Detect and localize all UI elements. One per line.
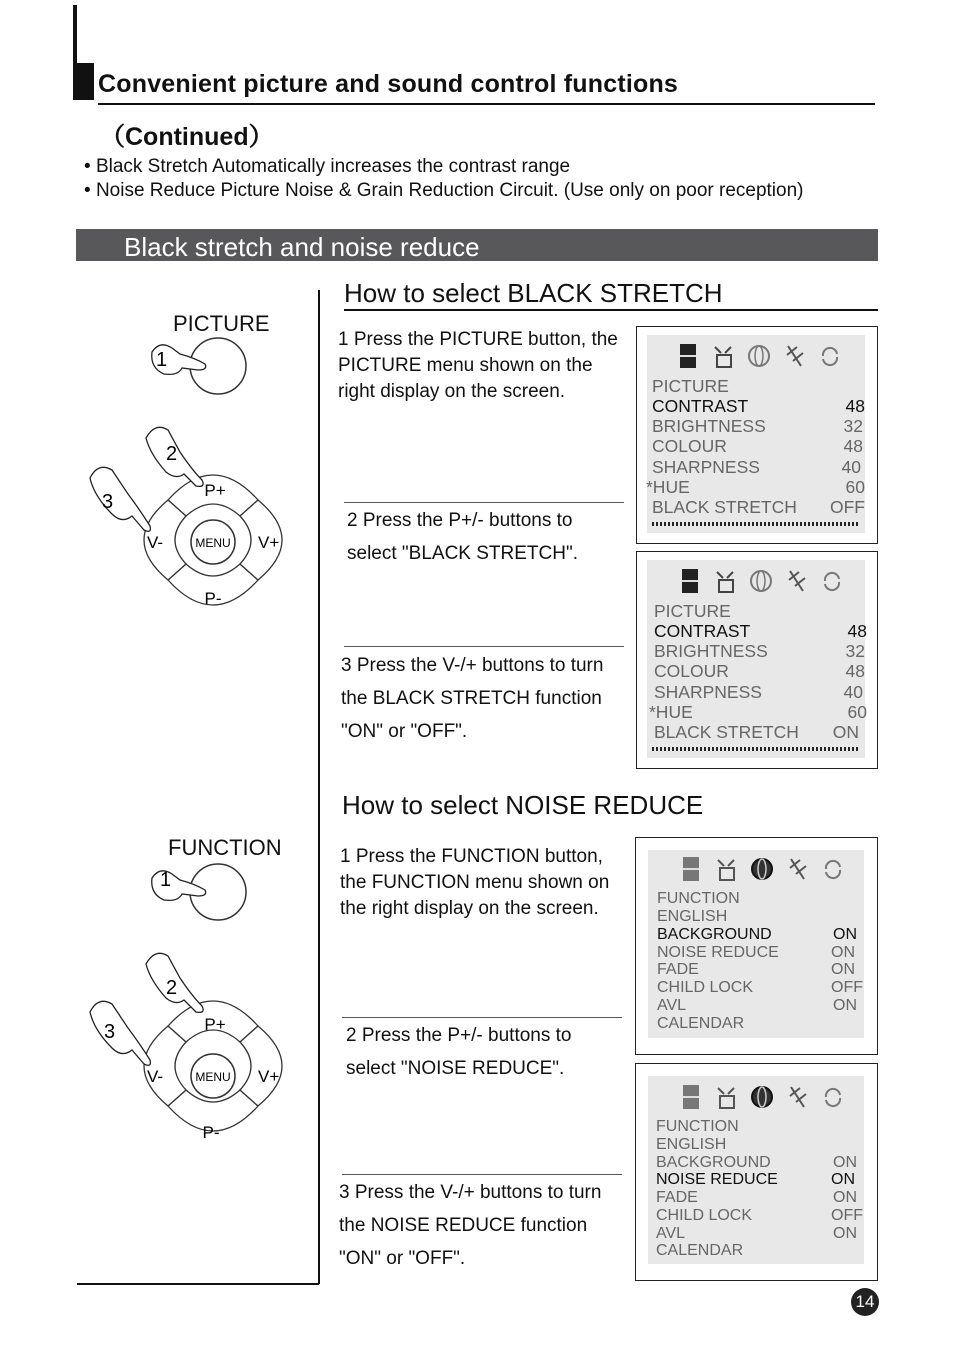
menu-row-label: NOISE REDUCE xyxy=(656,1171,778,1188)
menu-row-label: AVL xyxy=(657,997,687,1014)
menu-row-value: 60 xyxy=(847,702,867,722)
menu-row-value: ON xyxy=(833,997,857,1014)
hand-pointer-icon xyxy=(90,467,150,531)
menu-row-value: ON xyxy=(833,926,857,943)
function-menu-screen-2 xyxy=(635,1063,878,1281)
heading-rule xyxy=(344,309,878,311)
step-divider xyxy=(344,646,624,647)
globe-icon xyxy=(750,1082,774,1112)
menu-row-label: CALENDAR xyxy=(657,1015,745,1032)
remote-diagram-function xyxy=(80,856,310,1156)
bullet-text: Black Stretch Automatically increases the contrast range xyxy=(95,156,571,177)
menu-row-value: ON xyxy=(833,1154,857,1171)
sound-icon xyxy=(713,566,737,596)
sound-icon xyxy=(714,1082,738,1112)
menu-row-value: 32 xyxy=(843,416,863,436)
picture-button-label: PICTURE xyxy=(173,311,270,336)
bullet-text: Noise Reduce Picture Noise & Grain Reduction Circuit. (Use only on poor reception) xyxy=(95,180,804,201)
heading-black-stretch: How to select BLACK STRETCH xyxy=(344,278,723,308)
nr-step-2: 2 Press the P+/- buttons to select "NOISE REDUCE". xyxy=(346,1025,572,1079)
v-minus-label: V- xyxy=(147,533,164,552)
menu-row-label: BACKGROUND xyxy=(657,926,772,943)
callout-2: 2 xyxy=(166,443,178,465)
menu-row-value: ON xyxy=(833,1189,857,1206)
satellite-icon xyxy=(785,566,809,596)
menu-language: ENGLISH xyxy=(657,908,728,925)
header-block xyxy=(73,63,94,100)
menu-row-value: 48 xyxy=(845,396,865,416)
menu-title: PICTURE xyxy=(654,601,731,621)
bullet-black-stretch: • Black Stretch Automatically increases the contrast range xyxy=(84,156,571,177)
menu-row-label: FADE xyxy=(657,961,699,978)
menu-row-value: ON xyxy=(831,944,855,961)
remote-diagram-picture xyxy=(80,330,310,630)
step-divider xyxy=(344,502,624,503)
progress-bar xyxy=(652,522,858,526)
step-divider xyxy=(342,1174,622,1175)
menu-row-value: ON xyxy=(833,1225,857,1242)
refresh-icon xyxy=(822,854,844,884)
menu-row-value: 40 xyxy=(841,457,861,477)
menu-row-value: 48 xyxy=(847,621,867,641)
picture-icon xyxy=(679,566,701,596)
callout-3: 3 xyxy=(104,1021,116,1043)
menu-row-value: ON xyxy=(832,722,859,742)
globe-icon xyxy=(750,854,774,884)
menu-title: FUNCTION xyxy=(656,1118,739,1135)
menu-row-label: CALENDAR xyxy=(656,1242,744,1259)
sound-icon xyxy=(711,341,735,371)
refresh-icon xyxy=(821,566,843,596)
menu-row-label: *HUE xyxy=(649,702,693,722)
menu-label: MENU xyxy=(195,536,231,550)
picture-icon xyxy=(680,854,702,884)
refresh-icon xyxy=(819,341,841,371)
function-menu-screen-1 xyxy=(635,837,878,1055)
menu-title: PICTURE xyxy=(652,376,729,396)
menu-row-label: BRIGHTNESS xyxy=(654,641,768,661)
p-minus-label: P- xyxy=(204,589,222,608)
menu-label: MENU xyxy=(195,1070,231,1084)
heading-noise-reduce: How to select NOISE REDUCE xyxy=(342,790,704,820)
picture-icon xyxy=(680,1082,702,1112)
menu-row-label: CHILD LOCK xyxy=(657,979,754,996)
menu-row-label: NOISE REDUCE xyxy=(657,944,779,961)
menu-row-value: OFF xyxy=(831,1207,863,1224)
callout-3: 3 xyxy=(102,491,114,513)
menu-row-label: COLOUR xyxy=(652,436,727,456)
p-minus-label: P- xyxy=(202,1123,220,1142)
callout-2: 2 xyxy=(166,977,178,999)
menu-title: FUNCTION xyxy=(657,890,740,907)
bullet-noise-reduce: • Noise Reduce Picture Noise & Grain Reduction Circuit. (Use only on poor reception) xyxy=(84,180,804,201)
v-plus-label: V+ xyxy=(258,1067,280,1086)
callout-1: 1 xyxy=(160,869,172,891)
nr-step-3: 3 Press the V-/+ buttons to turn the NOISE REDUCE function "ON" or "OFF". xyxy=(339,1182,602,1269)
p-plus-label: P+ xyxy=(204,481,226,500)
column-divider xyxy=(318,290,320,1284)
menu-row-label: FADE xyxy=(656,1189,698,1206)
menu-row-value: ON xyxy=(831,1171,855,1188)
dpad xyxy=(144,1001,282,1142)
menu-icons xyxy=(680,1082,844,1112)
dpad xyxy=(144,475,282,608)
picture-menu-screen-off xyxy=(636,326,878,544)
page-title: Convenient picture and sound control functions xyxy=(98,70,679,98)
bottom-rule xyxy=(77,1283,319,1285)
function-button-label: FUNCTION xyxy=(168,835,282,860)
picture-icon xyxy=(677,341,699,371)
step-divider xyxy=(342,1017,622,1018)
section-title: Black stretch and noise reduce xyxy=(124,232,480,262)
menu-icons xyxy=(679,566,843,596)
menu-row-label: SHARPNESS xyxy=(654,682,762,702)
bs-step-1: 1 Press the PICTURE button, the PICTURE menu shown on the right display on the screen. xyxy=(338,329,618,402)
menu-row-value: 48 xyxy=(845,661,865,681)
title-rule xyxy=(98,103,875,105)
section-bar xyxy=(76,229,878,261)
menu-language: ENGLISH xyxy=(656,1136,727,1153)
menu-row-label: BLACK STRETCH xyxy=(652,497,797,517)
v-plus-label: V+ xyxy=(258,533,280,552)
menu-icons xyxy=(677,341,841,371)
menu-row-label: SHARPNESS xyxy=(652,457,760,477)
menu-row-label: BLACK STRETCH xyxy=(654,722,799,742)
callout-1: 1 xyxy=(156,349,168,371)
menu-row-label: CHILD LOCK xyxy=(656,1207,753,1224)
menu-row-value: 40 xyxy=(843,682,863,702)
satellite-icon xyxy=(783,341,807,371)
hand-pointer-icon xyxy=(90,1001,150,1065)
menu-row-value: 32 xyxy=(845,641,865,661)
menu-row-label: CONTRAST xyxy=(652,396,749,416)
globe-icon xyxy=(749,566,773,596)
menu-row-label: CONTRAST xyxy=(654,621,751,641)
p-plus-label: P+ xyxy=(204,1015,226,1034)
menu-row-label: AVL xyxy=(656,1225,686,1242)
picture-menu-screen-on xyxy=(636,551,878,769)
page-subtitle: （Continued） xyxy=(100,123,274,151)
menu-row-value: 48 xyxy=(843,436,863,456)
nr-step-1: 1 Press the FUNCTION button, the FUNCTION menu shown on the right display on the screen. xyxy=(340,846,610,919)
menu-row-value: ON xyxy=(831,961,855,978)
menu-row-label: COLOUR xyxy=(654,661,729,681)
v-minus-label: V- xyxy=(147,1067,164,1086)
bs-step-3: 3 Press the V-/+ buttons to turn the BLACK STRETCH function "ON" or "OFF". xyxy=(341,655,604,742)
sound-icon xyxy=(714,854,738,884)
menu-icons xyxy=(680,854,844,884)
satellite-icon xyxy=(786,1082,810,1112)
menu-row-value: OFF xyxy=(831,979,863,996)
v-plus-button xyxy=(240,1026,282,1106)
satellite-icon xyxy=(786,854,810,884)
v-minus-button xyxy=(144,1026,186,1106)
menu-row-label: BRIGHTNESS xyxy=(652,416,766,436)
bs-step-2: 2 Press the P+/- buttons to select "BLACK STRETCH". xyxy=(347,510,578,564)
globe-icon xyxy=(747,341,771,371)
page-number: 14 xyxy=(851,1288,879,1316)
menu-row-value: OFF xyxy=(830,497,865,517)
menu-row-label: *HUE xyxy=(646,477,690,497)
menu-row-value: 60 xyxy=(845,477,865,497)
refresh-icon xyxy=(822,1082,844,1112)
menu-row-label: BACKGROUND xyxy=(656,1154,771,1171)
progress-bar xyxy=(652,747,858,751)
